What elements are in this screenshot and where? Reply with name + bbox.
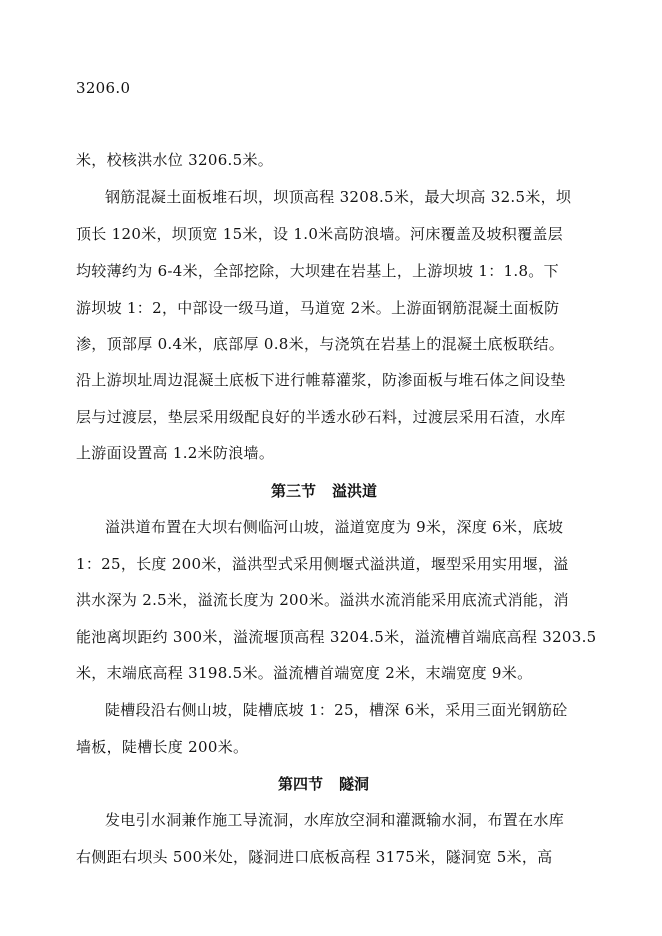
section-title: 隧洞 — [339, 775, 370, 793]
text-line: 渗，顶部厚 0.4米，底部厚 0.8米，与浇筑在岩基上的混凝土底板联结。 — [76, 335, 565, 353]
text-line: 墙板，陡槽长度 200米。 — [76, 738, 249, 756]
paragraph-first-line: 钢筋混凝土面板堆石坝，坝顶高程 3208.5米，最大坝高 32.5米，坝 — [105, 188, 572, 206]
text-line: 洪水深为 2.5米，溢流长度为 200米。溢洪水流消能采用底流式消能，消 — [76, 591, 569, 609]
paragraph-first-line: 发电引水洞兼作施工导流洞，水库放空洞和灌溉输水洞，布置在水库 — [105, 811, 565, 829]
text-line: 能池离坝距约 300米，溢流堰顶高程 3204.5米，溢流槽首端底高程 3203.5 — [76, 628, 597, 646]
text-line: 游坝坡 1：2，中部设一级马道，马道宽 2米。上游面钢筋混凝土面板防 — [76, 299, 560, 317]
section-number: 第四节 — [278, 775, 324, 793]
section-heading-spillway — [271, 481, 377, 501]
text-line: 米，校核洪水位 3206.5米。 — [76, 151, 274, 169]
text-line: 右侧距右坝头 500米处，隧洞进口底板高程 3175米，隧洞宽 5米，高 — [76, 848, 553, 866]
text-line: 顶长 120米，坝顶宽 15米，设 1.0米高防浪墙。河床覆盖及坡积覆盖层 — [76, 225, 563, 243]
text-line: 上游面设置高 1.2米防浪墙。 — [76, 444, 275, 462]
text-line: 1：25，长度 200米，溢洪型式采用侧堰式溢洪道，堰型采用实用堰，溢 — [76, 555, 569, 573]
section-title: 溢洪道 — [332, 482, 378, 500]
paragraph-first-line: 陡槽段沿右侧山坡，陡槽底坡 1：25，槽深 6米，采用三面光钢筋砼 — [105, 701, 568, 719]
section-heading-tunnel — [278, 774, 369, 794]
text-line: 沿上游坝址周边混凝土底板下进行帷幕灌浆，防渗面板与堆石体之间设垫 — [76, 371, 566, 389]
text-line: 层与过渡层，垫层采用级配良好的半透水砂石料，过渡层采用石渣，水库 — [76, 408, 566, 426]
text-line: 米，末端底高程 3198.5米。溢流槽首端宽度 2米，末端宽度 9米。 — [76, 664, 533, 682]
text-line: 均较薄约为 6-4米，全部挖除，大坝建在岩基上，上游坝坡 1：1.8。下 — [76, 262, 559, 280]
text-line: 3206.0 — [76, 79, 131, 97]
section-number: 第三节 — [271, 482, 317, 500]
paragraph-first-line: 溢洪道布置在大坝右侧临河山坡，溢道宽度为 9米，深度 6米，底坡 — [105, 518, 564, 536]
